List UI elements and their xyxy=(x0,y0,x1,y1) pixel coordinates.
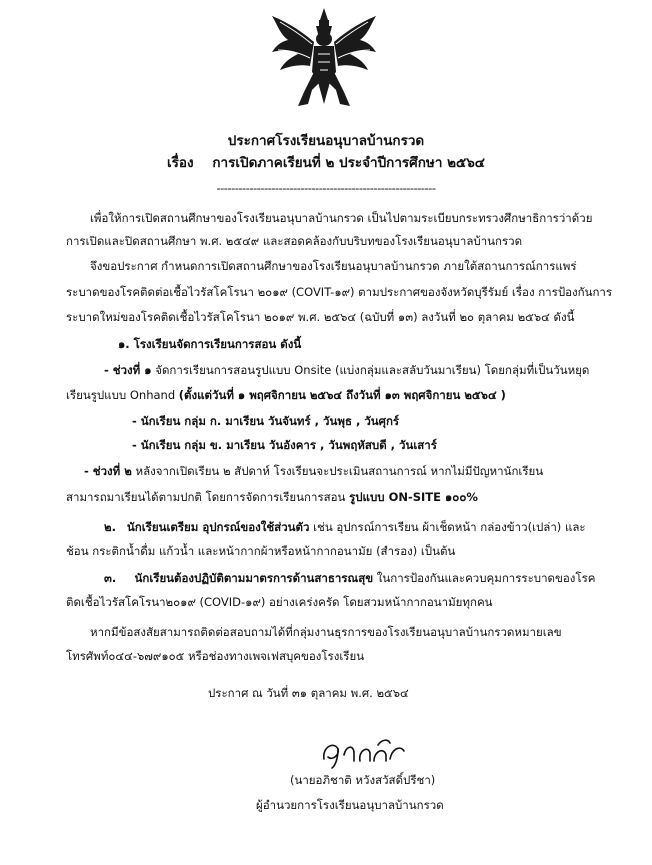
item3-number: ๓. xyxy=(104,571,117,585)
item2-text: เช่น อุปกรณ์การเรียน ผ้าเช็ดหน้า กล่องข้าว(เปล่า) และ xyxy=(309,520,586,534)
item2-bold: นักเรียนเตรียม อุปกรณ์ของใช้ส่วนตัว xyxy=(126,520,310,534)
period1-line-2 xyxy=(66,390,506,402)
signer-name: (นายอภิชาติ หวังสวัสดิ์ปรีชา) xyxy=(290,773,436,787)
period1-mode: เรียนรูปแบบ Onhand xyxy=(66,388,179,402)
period2-line-2 xyxy=(66,492,478,504)
period2-mode: สามารถมาเรียนได้ตามปกติ โดยการจัดการเรียนการสอน xyxy=(66,490,350,504)
item2-line-2: ช้อน กระติกน้ำดื่ม แก้วน้ำ และหน้ากากผ้าหรือหน้ากากอนามัย (สำรอง) เป็นต้น xyxy=(66,544,456,558)
intro-line-4: ระบาดของโรคติดต่อเชื้อไวรัสโคโรนา ๒๐๑๙ (COVIT-๑๙) ตามประกาศของจังหวัดบุรีรัมย์ เรื่อง การป้องกันการ xyxy=(66,285,613,299)
period2-label: - ช่วงที่ ๒ xyxy=(84,464,132,478)
item2-number: ๒. xyxy=(104,520,116,534)
item3-line-1 xyxy=(104,573,595,585)
item3-bold: นักเรียนต้องปฏิบัติตามมาตรการด้านสาธารณสุข xyxy=(134,571,374,585)
period2-line-1 xyxy=(84,466,543,478)
signer-position: ผู้อำนวยการโรงเรียนอนุบาลบ้านกรวด xyxy=(256,798,444,812)
garuda-emblem-icon xyxy=(268,6,380,110)
subject-line xyxy=(0,157,652,171)
item2-line-1 xyxy=(104,522,586,534)
intro-line-5: ระบาดใหม่ของโรคติดเชื้อไวรัสโคโรนา ๒๐๑๙ พ.ศ. ๒๕๖๔ (ฉบับที่ ๑๓) ลงวันที่ ๒๐ ตุลาคม ๒๕๖๔ ดังนี้ xyxy=(66,310,575,324)
subject-label: เรื่อง xyxy=(166,155,194,171)
intro-line-3: จึงขอประกาศ กำหนดการเปิดสถานศึกษาของโรงเรียนอนุบาลบ้านกรวด ภายใต้สถานการณ์การแพร่ xyxy=(90,259,577,273)
announcement-title: ประกาศโรงเรียนอนุบาลบ้านกรวด xyxy=(227,133,425,149)
subject-text: การเปิดภาคเรียนที่ ๒ ประจำปีการศึกษา ๒๕๖๔ xyxy=(212,155,486,171)
intro-line-1: เพื่อให้การเปิดสถานศึกษาของโรงเรียนอนุบาลบ้านกรวด เป็นไปตามระเบียบกระทรวงศึกษาธิการว่าด้วย xyxy=(90,211,593,225)
intro-line-2: การเปิดและปิดสถานศึกษา พ.ศ. ๒๕๔๙ และสอดคล้องกับบริบทของโรงเรียนอนุบาลบ้านกรวด xyxy=(66,234,523,248)
contact-line-2: โทรศัพท์๐๔๔-๖๗๙๑๐๕ หรือช่องทางเพจเฟสบุคของโรงเรียน xyxy=(66,649,365,663)
period2-text: หลังจากเปิดเรียน ๒ สัปดาห์ โรงเรียนจะประเมินสถานการณ์ หากไม่มีปัญหานักเรียน xyxy=(131,464,544,478)
period1-label: - ช่วงที่ ๑ xyxy=(104,363,152,377)
item3-text: ในการป้องกันและควบคุมการระบาดของโรค xyxy=(373,571,596,585)
group-a-line: - นักเรียน กลุ่ม ก. มาเรียน วันจันทร์ , วันพุธ , วันศุกร์ xyxy=(132,414,400,428)
item1-heading: ๑. โรงเรียนจัดการเรียนการสอน ดังนี้ xyxy=(118,337,302,351)
period2-onsite: รูปแบบ ON-SITE ๑๐๐% xyxy=(349,490,478,504)
period1-line-1 xyxy=(104,365,589,377)
period1-dates: (ตั้งแต่วันที่ ๑ พฤศจิกายน ๒๕๖๔ ถึงวันที่ ๑๓ พฤศจิกายน ๒๕๖๔ ) xyxy=(178,388,506,402)
announcement-date: ประกาศ ณ วันที่ ๓๑ ตุลาคม พ.ศ. ๒๕๖๔ xyxy=(208,686,409,700)
period1-text: จัดการเรียนการสอนรูปแบบ Onsite (แบ่งกลุ่มและสลับวันมาเรียน) โดยกลุ่มที่เป็นวันหยุด xyxy=(151,363,590,377)
group-b-line: - นักเรียน กลุ่ม ข. มาเรียน วันอังคาร , วันพฤหัสบดี , วันเสาร์ xyxy=(132,438,437,452)
separator-line: ------------------------------------------------------------ xyxy=(216,181,436,195)
item3-line-2: ติดเชื้อไวรัสโคโรนา๒๐๑๙ (COVID-๑๙) อย่างเคร่งครัด โดยสวมหน้ากากอนามัยทุกคน xyxy=(66,595,493,609)
contact-line-1: หากมีข้อสงสัยสามารถติดต่อสอบถามได้ที่กลุ่มงานธุรการของโรงเรียนอนุบาลบ้านกรวดหมายเลข xyxy=(90,625,562,639)
handwritten-signature xyxy=(318,735,408,769)
